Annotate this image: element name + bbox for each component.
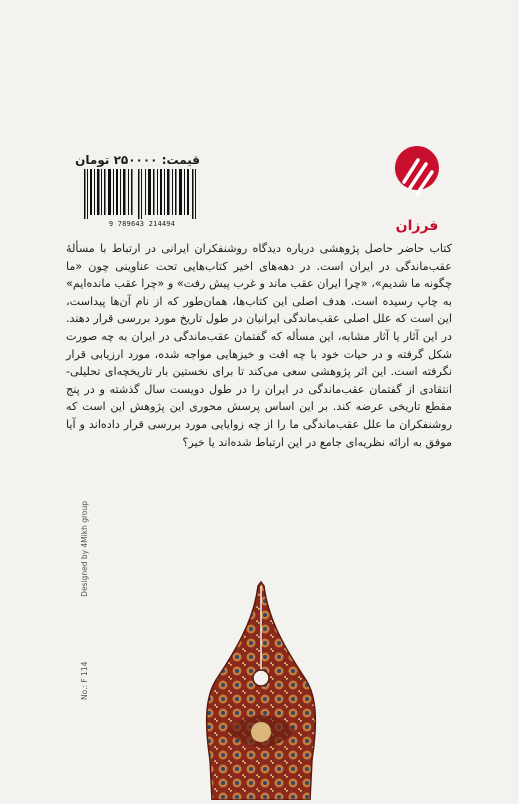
publisher-logo-text: فرزان [395,218,439,234]
isbn-text: 9 789643 214494 [108,220,176,228]
pen-nib-ornament-icon [202,580,320,800]
publisher-logo-icon [392,142,442,222]
designer-name: Designed by 4Mikh group [80,501,89,597]
price-label: قیمت: ۲۵۰۰۰۰ تومان [75,153,200,167]
designer-credit [80,480,92,700]
blurb-paragraph: کتاب حاضر حاصل پژوهشی درباره دیدگاه روشنفکران ایرانی در ارتباط با مسألهٔ عقب‌ماندگی در ایران است. در دهه‌های اخیر کتاب‌هایی تحت عناوینی چون «ما چگونه ما شدیم»، «چرا ایران عقب ماند و غرب پیش رفت» و «چرا عقب مانده‌ایم» به چاپ رسیده است. هدف اصلی این کتاب‌ها، همان‌طور که از نام آن‌ها پیداست، این است که علل اصلی عقب‌ماندگی ایرانیان در طول تاریخ مورد بررسی قرار دهند. در این آثار یا آثار مشابه، این مسأله که گفتمان عقب‌ماندگی در ایران به چه صورت شکل گرفته و در حیات خود با چه افت و خیزهایی مواجه شده، مورد ارزیابی قرار نگرفته است. این اثر پژوهشی سعی می‌کند تا برای نخستین بار تاریخچه‌ای تحلیلی- انتقادی از گفتمان عقب‌ماندگی در ایران را در طول دویست سال گذشته و در پنج مقطع تاریخی عرضه کند. بر این اساس پرسش محوری این پژوهش این است که روشنفکران ما علل عقب‌ماندگی ما را از چه زوایایی مورد بررسی قرار داده‌اند و آیا موفق به ارائه نظریه‌ای جامع در این ارتباط شده‌اند یا خیر؟ [66,242,452,449]
back-cover-blurb [66,240,452,451]
book-code: No.: F 114 [80,661,89,700]
